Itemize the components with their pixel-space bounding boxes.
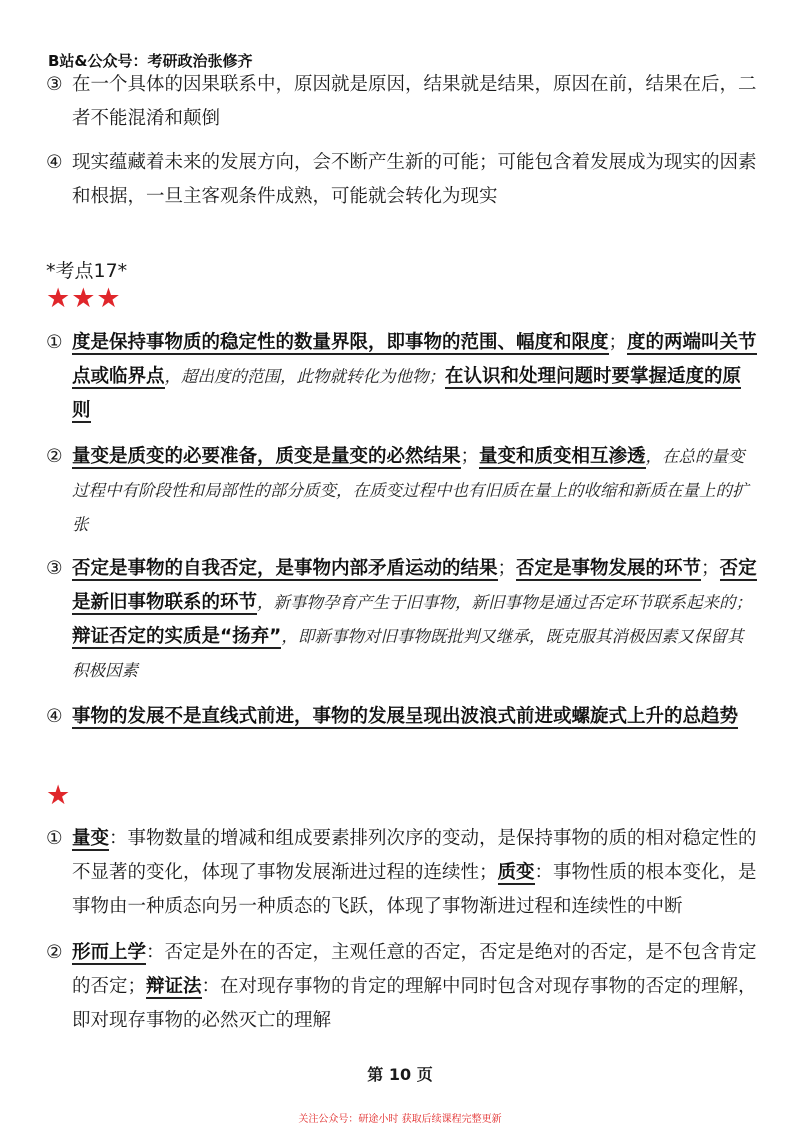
key-phrase: 否定是新旧事物联系的环节: [72, 558, 757, 613]
page-number: 第 10 页: [367, 1065, 433, 1084]
three-star-rating: ★★★: [46, 283, 122, 314]
plain-text: ；: [460, 446, 480, 467]
key-phrase: 事物的发展不是直线式前进，事物的发展呈现出波浪式前进或螺旋式上升的总趋势: [72, 706, 739, 727]
handwritten-note: ，在总的量变过程中有阶段性和局部性的部分质变，在质变过程中也有旧质在量上的收缩和新质在量上的扩张: [72, 447, 749, 534]
item-text: [72, 822, 758, 924]
point17-item-2: [46, 440, 758, 542]
section-title: *考点17*: [46, 260, 128, 282]
one-star-rating: ★: [46, 780, 72, 811]
item-number: ③: [46, 558, 63, 579]
page-header: B站&公众号：考研政治张修齐: [48, 52, 253, 70]
handwritten-note: ，新事物孕育产生于旧事物，新旧事物是通过否定环节联系起来的；: [257, 593, 753, 612]
key-phrase: 辩证法: [146, 976, 202, 997]
item-number: ②: [46, 446, 63, 467]
item-number: ①: [46, 828, 63, 849]
key-phrase: 量变: [72, 828, 110, 849]
point17-item-4: [46, 700, 758, 734]
key-phrase: 否定是事物的自我否定，是事物内部矛盾运动的结果: [72, 558, 498, 579]
item-text: 现实蕴藏着未来的发展方向，会不断产生新的可能；可能包含着发展成为现实的因素和根据，一旦主客观条件成熟，可能就会转化为现实: [72, 152, 757, 207]
item-text: [72, 552, 758, 688]
top-item-3: [46, 68, 758, 136]
item-number: ③: [46, 74, 63, 95]
key-phrase: 量变和质变相互渗透: [479, 446, 646, 467]
key-phrase: 度是保持事物质的稳定性的数量界限，即事物的范围、幅度和限度: [72, 332, 609, 353]
item-text: [72, 326, 758, 428]
plain-text: ；: [701, 558, 720, 579]
item-text: [72, 936, 758, 1038]
key-phrase: 度的两端叫关节点或临界点: [72, 332, 757, 387]
point17-item-1: [46, 326, 758, 428]
item-number: ④: [46, 706, 63, 727]
key-phrase: 质变: [497, 862, 535, 883]
key-phrase: 量变是质变的必要准备，质变是量变的必然结果: [72, 446, 461, 467]
one-star-item-2: [46, 936, 758, 1038]
footer-note: 关注公众号：研途小时 获取后续课程完整更新: [298, 1114, 502, 1125]
handwritten-note: ，即新事物对旧事物既批判又继承，既克服其消极因素又保留其积极因素: [72, 627, 744, 680]
item-number: ①: [46, 332, 63, 353]
item-text: 在一个具体的因果联系中，原因就是原因，结果就是结果，原因在前，结果在后，二者不能混淆和颠倒: [72, 74, 757, 129]
handwritten-note: ，超出度的范围，此物就转化为他物；: [164, 367, 446, 386]
plain-text: ：在对现存事物的肯定的理解中同时包含对现存事物的否定的理解，即对现存事物的必然灭亡的理解: [72, 976, 757, 1031]
plain-text: ：事物性质的根本变化，是事物由一种质态向另一种质态的飞跃，体现了事物渐进过程和连续性的中断: [72, 862, 757, 917]
plain-text: ：事物数量的增减和组成要素排列次序的变动，是保持事物的质的相对稳定性的不显著的变化，体现了事物发展渐进过程的连续性；: [72, 828, 757, 883]
point17-item-3: [46, 552, 758, 688]
one-star-item-1: [46, 822, 758, 924]
key-phrase: 辩证否定的实质是“扬弃”: [72, 626, 282, 647]
plain-text: ；: [608, 332, 628, 353]
top-item-4: [46, 146, 758, 214]
item-text: [72, 440, 758, 542]
key-phrase: 形而上学: [72, 942, 147, 963]
key-phrase: 否定是事物发展的环节: [516, 558, 702, 579]
key-phrase: 在认识和处理问题时要掌握适度的原则: [72, 366, 742, 421]
plain-text: ；: [497, 558, 517, 579]
item-number: ②: [46, 942, 63, 963]
item-text: [72, 700, 758, 734]
item-number: ④: [46, 152, 63, 173]
plain-text: ：否定是外在的否定，主观任意的否定，否定是绝对的否定，是不包含肯定的否定；: [72, 942, 757, 997]
